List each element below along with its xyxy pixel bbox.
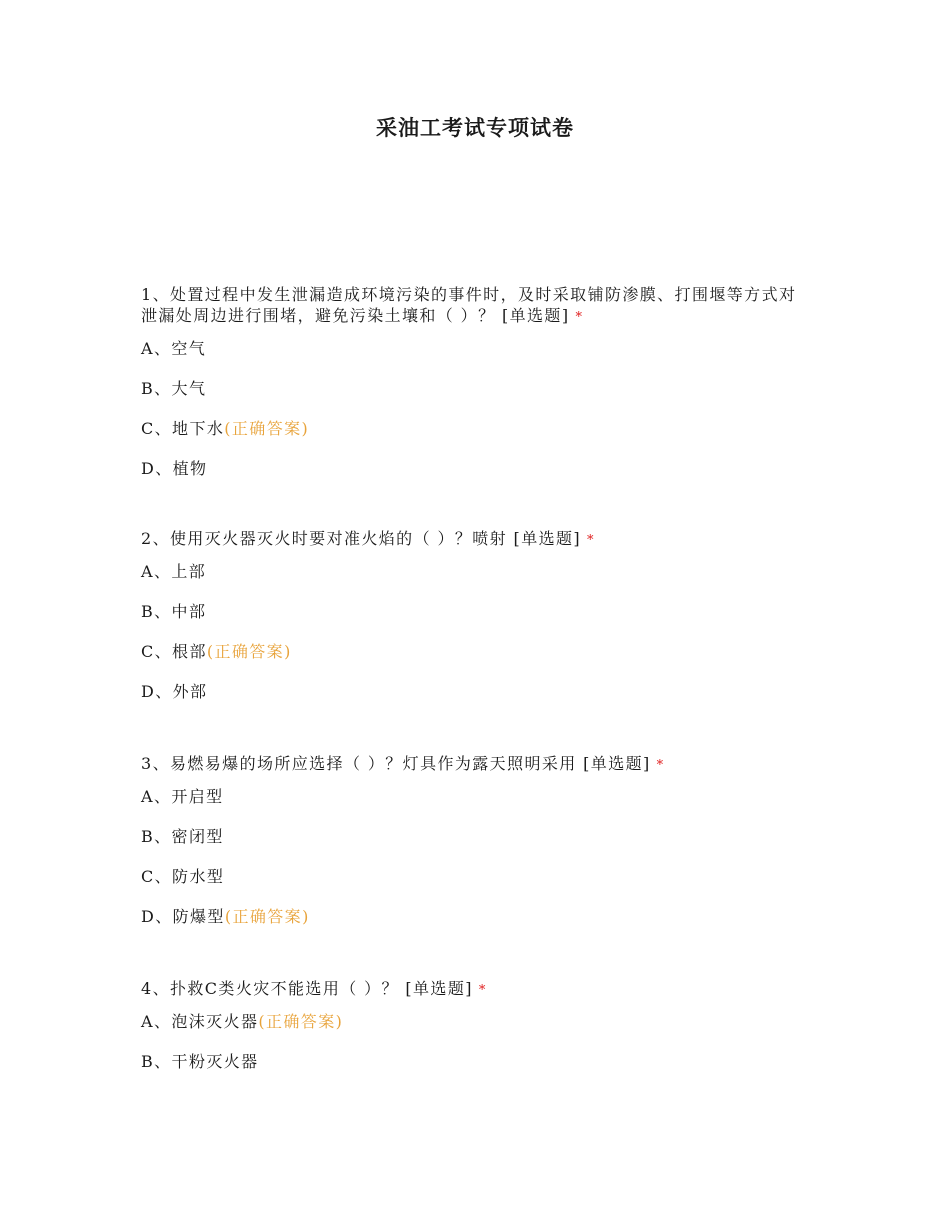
answer-option-text: A、空气: [141, 339, 207, 358]
answer-option-text: D、外部: [141, 682, 208, 701]
question-4: [141, 978, 811, 1072]
question-stem-text: 3、易燃易爆的场所应选择（ ）？灯具作为露天照明采用 [单选题]: [141, 754, 651, 773]
answer-option: [141, 458, 811, 479]
answer-option-text: A、泡沫灭火器: [141, 1012, 259, 1031]
answer-option-text: D、植物: [141, 459, 208, 478]
question-stem: [141, 528, 811, 551]
answer-option-text: C、防水型: [141, 867, 225, 886]
answer-option: [141, 641, 811, 681]
page-title: 采油工考试专项试卷: [376, 115, 574, 140]
answer-option-text: B、干粉灭火器: [141, 1052, 259, 1071]
required-asterisk: *: [575, 310, 584, 325]
answer-option-text: A、上部: [141, 562, 207, 581]
question-3: [141, 753, 811, 927]
answer-option: [141, 338, 811, 378]
required-asterisk: *: [656, 758, 665, 773]
answer-option: [141, 786, 811, 826]
required-asterisk: *: [587, 533, 595, 548]
correct-answer-marker: (正确答案): [206, 642, 292, 661]
answer-option: [141, 418, 811, 458]
question-stem-text: 1、处置过程中发生泄漏造成环境污染的事件时，及时采取铺防渗膜、打围堰等方式对泄漏处周边进行围堵，避免污染土壤和（ ）？ [单选题]: [141, 285, 797, 325]
question-1: [141, 284, 811, 479]
answer-option-text: B、中部: [141, 602, 207, 621]
answer-option-text: C、地下水: [141, 419, 225, 438]
question-list: [141, 284, 811, 1124]
answer-option: [141, 906, 811, 927]
answer-option-text: C、根部: [141, 642, 207, 661]
answer-option: [141, 601, 811, 641]
question-stem-text: 4、扑救C类火灾不能选用（ ）？ [单选题]: [141, 979, 473, 998]
answer-option: [141, 561, 811, 601]
correct-answer-marker: (正确答案): [258, 1012, 344, 1031]
answer-option: [141, 866, 811, 906]
correct-answer-marker: (正确答案): [224, 907, 310, 926]
answer-option: [141, 826, 811, 866]
answer-option-text: D、防爆型: [141, 907, 225, 926]
answer-option: [141, 1051, 811, 1072]
question-stem: [141, 753, 811, 776]
question-stem: [141, 284, 811, 328]
question-stem-text: 2、使用灭火器灭火时要对准火焰的（ ）？喷射 [单选题]: [141, 529, 582, 548]
answer-option: [141, 1011, 811, 1051]
correct-answer-marker: (正确答案): [224, 419, 310, 438]
answer-option-text: B、大气: [141, 379, 207, 398]
answer-option-text: B、密闭型: [141, 827, 224, 846]
required-asterisk: *: [478, 983, 487, 998]
answer-option: [141, 681, 811, 702]
question-stem: [141, 978, 811, 1001]
answer-option-text: A、开启型: [141, 787, 224, 806]
answer-option: [141, 378, 811, 418]
question-2: [141, 528, 811, 702]
